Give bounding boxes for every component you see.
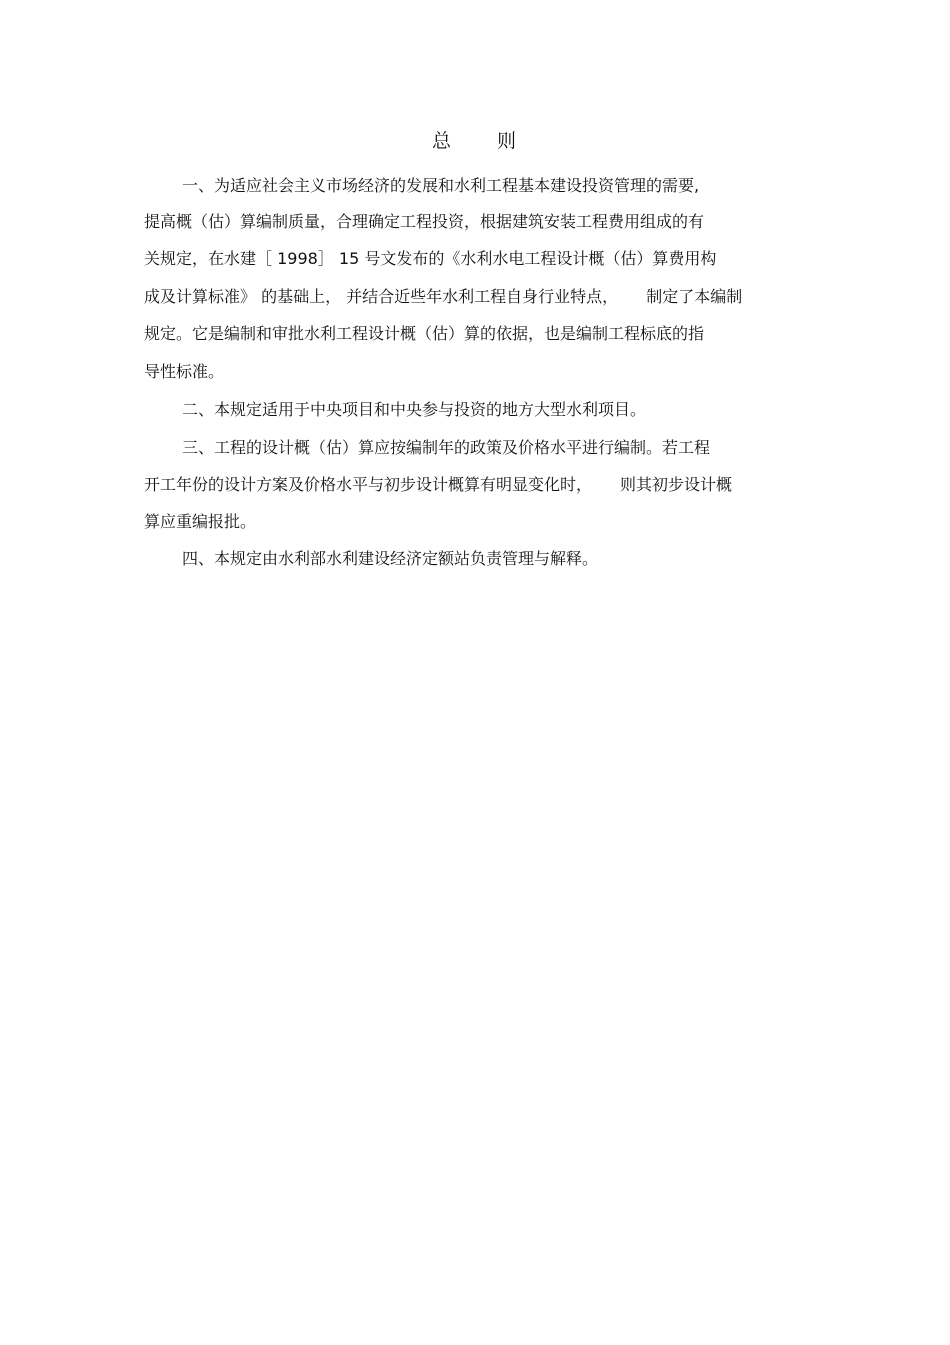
paragraph-3-line-3: 算应重编报批。 [144, 512, 257, 531]
title-char-2: 则 [497, 130, 519, 152]
document-title [0, 126, 950, 153]
paragraph-1-line-5: 规定。它是编制和审批水利工程设计概（估）算的依据，也是编制工程标底的指 [144, 324, 705, 343]
paragraph-1-line-6: 导性标准。 [144, 362, 225, 381]
paragraph-4: 四、本规定由水利部水利建设经济定额站负责管理与解释。 [182, 549, 599, 568]
paragraph-3-line-1: 三、工程的设计概（估）算应按编制年的政策及价格水平进行编制。若工程 [182, 438, 711, 457]
paragraph-1-line-4-part-1: 成及计算标准》 的基础上， 并结合近些年水利工程自身行业特点， [144, 287, 619, 306]
paragraph-1-line-3: 关规定，在水建［ 1998］ 15 号文发布的《水利水电工程设计概（估）算费用构 [144, 249, 717, 268]
paragraph-3-line-2-part-1: 开工年份的设计方案及价格水平与初步设计概算有明显变化时， [144, 475, 593, 494]
paragraph-3-line-2-part-2: 则其初步设计概 [620, 475, 733, 494]
paragraph-1-line-2: 提高概（估）算编制质量，合理确定工程投资，根据建筑安装工程费用组成的有 [144, 212, 705, 231]
paragraph-1-line-4-part-2: 制定了本编制 [646, 287, 743, 306]
paragraph-1-line-4 [144, 286, 742, 308]
title-char-1: 总 [431, 130, 453, 152]
paragraph-3-line-2 [144, 474, 732, 496]
paragraph-1-line-1: 一、为适应社会主义市场经济的发展和水利工程基本建设投资管理的需要, [182, 176, 700, 195]
paragraph-2: 二、本规定适用于中央项目和中央参与投资的地方大型水利项目。 [182, 400, 647, 419]
